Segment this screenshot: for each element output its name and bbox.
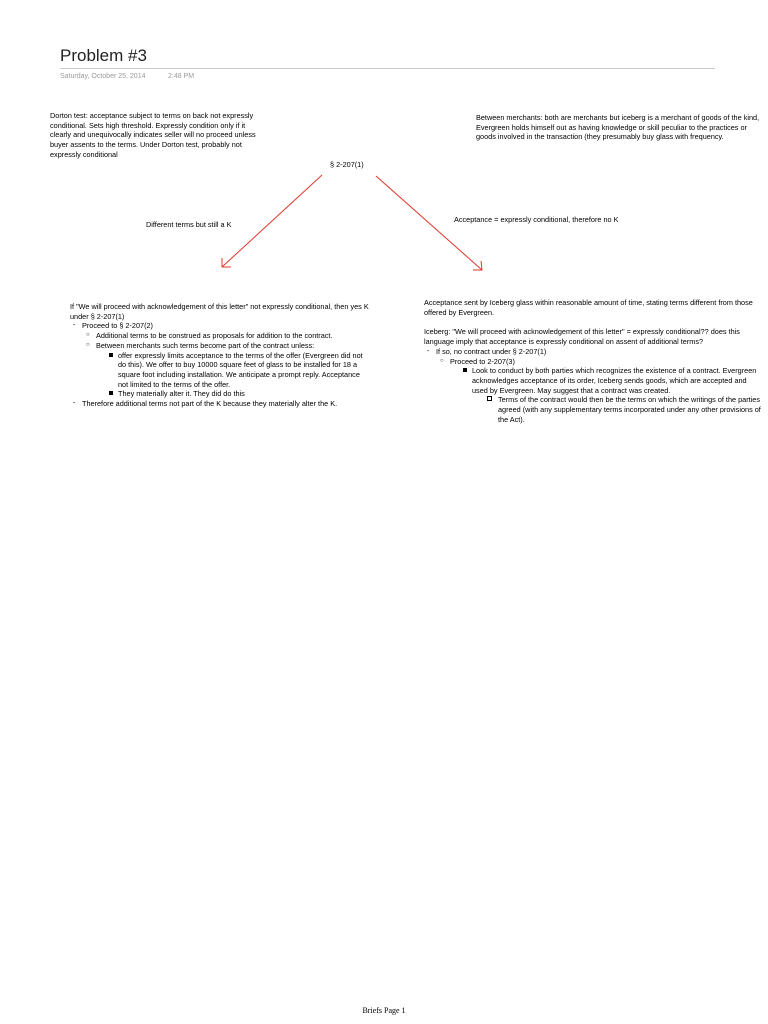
list-item	[424, 395, 764, 424]
page-footer: Briefs Page 1	[362, 1006, 406, 1015]
right-branch-label: Acceptance = expressly conditional, therefore no K	[454, 215, 619, 224]
left-branch-label: Different terms but still a K	[146, 220, 232, 229]
dash-bullet: -	[73, 400, 76, 408]
offer-limits-text: offer expressly limits acceptance to the terms of the offer (Evergreen did not do this). We offer to buy 10000 square feet of glass to be installed for 18 a square foot including installation. We anticipate a prompt reply. Acceptance not limited to the terms of the offer.	[118, 350, 363, 389]
therefore-text: Therefore additional terms not part of the K because they materially alter the K.	[82, 399, 338, 409]
right-column	[424, 298, 764, 424]
if-so-text: If so, no contract under § 2-207(1)	[436, 346, 547, 356]
list-item	[424, 357, 764, 367]
square-bullet	[109, 352, 113, 362]
iceberg-question-text: Iceberg: "We will proceed with acknowledgement of this letter" = expressly conditional?? does this language imply that acceptance is expressly conditional on assent of additional terms?	[424, 327, 740, 347]
list-item	[70, 321, 370, 331]
terms-of-contract-text: Terms of the contract would then be the terms on which the writings of the parties agreed (with any supplementary terms incorporated under any other provisions of the Act).	[498, 395, 761, 424]
right-arrow	[376, 176, 482, 270]
dorton-test-note: Dorton test: acceptance subject to terms on back not expressly conditional. Sets high threshold. Expressly condition only if it clearly and unequivocally indicates seller will no proceed unless buyer assents to the terms. Under Dorton test, probably not expressly conditional	[50, 111, 256, 159]
list-item	[70, 331, 370, 341]
list-item	[70, 389, 370, 399]
page-title: Problem #3	[60, 46, 147, 65]
list-item	[424, 366, 764, 395]
left-intro: If "We will proceed with acknowledgement of this letter" not expressly conditional, then yes K under § 2-207(1)	[70, 302, 369, 321]
list-item	[424, 347, 764, 357]
acceptance-sent-text: Acceptance sent by Iceberg glass within reasonable amount of time, stating terms different from those offered by Evergreen.	[424, 298, 753, 317]
page-time: 2:48 PM	[168, 73, 195, 80]
materially-alter-text: They materially alter it. They did do this	[118, 389, 245, 399]
conduct-text: Look to conduct by both parties which recognizes the existence of a contract. Evergreen acknowledges acceptance of its order, Iceberg sends goods, which are accepted and used by Evergreen. May suggest that a contract was created.	[472, 366, 757, 395]
between-merchants-note: Between merchants: both are merchants but iceberg is a merchant of goods of the kind, Evergreen holds himself out as having knowledge or skill peculiar to the practices or goods involved in the transaction (they presumably buy glass with frequency.	[476, 113, 760, 142]
hollow-square-bullet	[487, 395, 492, 405]
section-2-207-1-label: § 2-207(1)	[330, 160, 364, 169]
between-merchants-text: Between merchants such terms become part of the contract unless:	[96, 340, 315, 350]
proposals-text: Additional terms to be construed as proposals for addition to the contract.	[96, 331, 333, 341]
page-date: Saturday, October 25, 2014	[60, 73, 146, 80]
square-bullet	[463, 367, 467, 377]
list-item	[70, 341, 370, 351]
circle-bullet: ○	[86, 341, 90, 348]
proceed-2-207-2: Proceed to § 2-207(2)	[82, 321, 153, 331]
dash-bullet: -	[427, 347, 430, 355]
list-item	[70, 399, 370, 409]
left-column	[70, 302, 370, 409]
right-outline	[424, 347, 764, 425]
circle-bullet: ○	[86, 332, 90, 339]
proceed-2-207-3: Proceed to 2-207(3)	[450, 356, 515, 366]
left-arrow	[222, 175, 322, 267]
left-outline	[70, 321, 370, 408]
list-item	[70, 351, 370, 390]
dash-bullet: -	[73, 322, 76, 330]
circle-bullet: ○	[440, 357, 444, 364]
